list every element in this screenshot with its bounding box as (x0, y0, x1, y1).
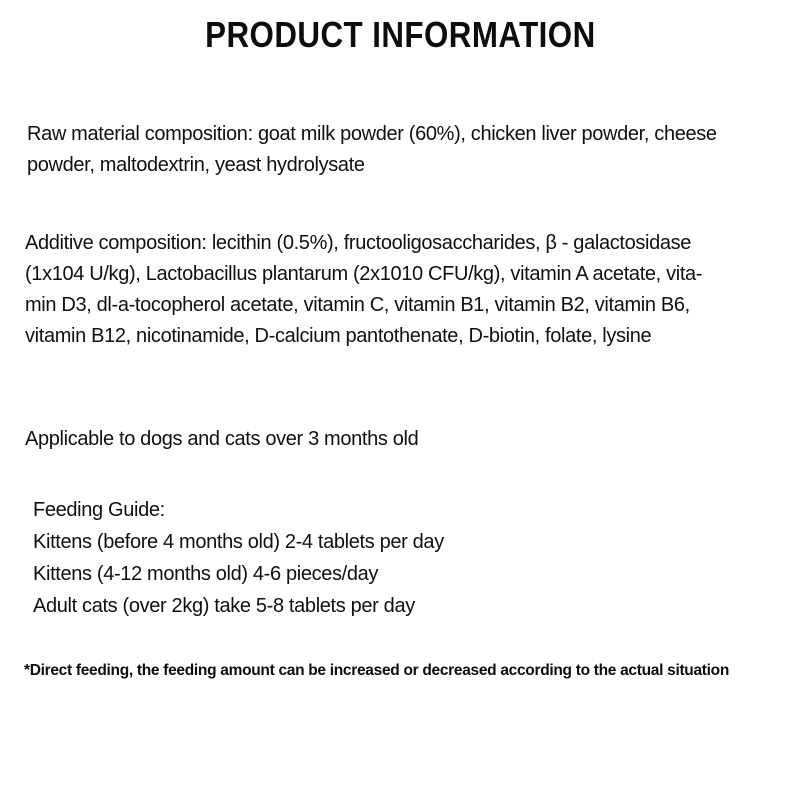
additive-line-1: Additive composition: lecithin (0.5%), fructooligosaccharides, β - galactosidase (25, 232, 692, 254)
feeding-guide-heading: Feeding Guide: (33, 499, 165, 521)
additive-line-2: (1x104 U/kg), Lactobacillus plantarum (2x1010 CFU/kg), vitamin A acetate, vita- (25, 263, 703, 285)
page-title: PRODUCT INFORMATION (204, 14, 596, 55)
raw-material-line-2: powder, maltodextrin, yeast hydrolysate (27, 154, 365, 176)
applicability-statement (25, 424, 418, 455)
page-title-row (0, 13, 800, 65)
additive-composition-paragraph (25, 228, 702, 352)
additive-line-3: min D3, dl-a-tocopherol acetate, vitamin C, vitamin B1, vitamin B2, vitamin B6, (25, 294, 690, 316)
feeding-guide-kittens-4-12-months: Kittens (4-12 months old) 4-6 pieces/day (33, 563, 379, 585)
direct-feeding-footnote: *Direct feeding, the feeding amount can be increased or decreased according to the actual situation (24, 662, 729, 679)
feeding-guide-kittens-before-4-months: Kittens (before 4 months old) 2-4 tablets per day (33, 531, 444, 553)
feeding-guide-adult-cats: Adult cats (over 2kg) take 5-8 tablets per day (33, 595, 415, 617)
feeding-guide-block (33, 494, 444, 622)
raw-material-line-1: Raw material composition: goat milk powder (60%), chicken liver powder, cheese (27, 123, 717, 145)
applicable-line: Applicable to dogs and cats over 3 months old (25, 428, 419, 450)
raw-material-composition-paragraph (27, 119, 717, 181)
additive-line-4: vitamin B12, nicotinamide, D-calcium pantothenate, D-biotin, folate, lysine (25, 325, 652, 347)
